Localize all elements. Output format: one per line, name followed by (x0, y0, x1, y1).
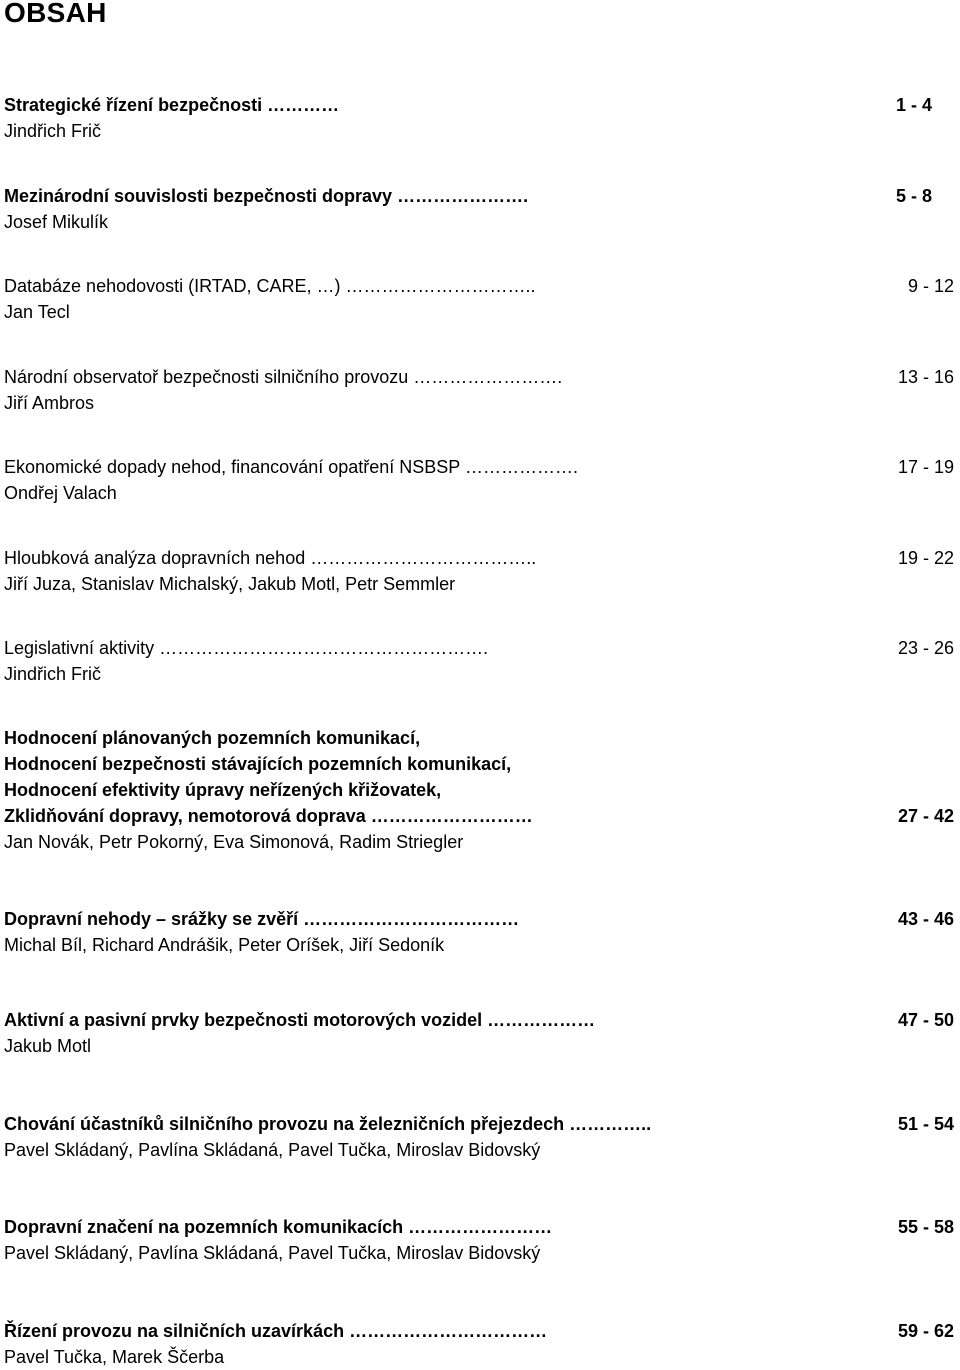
toc-entry-pages: 27 - 42 (897, 806, 954, 826)
toc-entry-pages: 51 - 54 (897, 1114, 954, 1134)
toc-entry-authors: Pavel Skládaný, Pavlína Skládaná, Pavel Tučka, Miroslav Bidovský (4, 1243, 541, 1263)
toc-title-row (4, 777, 954, 803)
toc-entry (4, 1111, 954, 1163)
toc-entry (4, 1007, 954, 1059)
toc-title-row (4, 1007, 954, 1033)
toc-entry-title: Hodnocení plánovaných pozemních komunikací, (4, 728, 421, 748)
toc-entry-authors: Jan Tecl (4, 302, 70, 322)
toc-entry-pages: 5 - 8 (895, 186, 932, 206)
toc-entry-title: Ekonomické dopady nehod, financování opatření NSBSP ………………. (4, 457, 578, 477)
toc-entry-title: Legislativní aktivity ………………………………………………. (4, 638, 489, 658)
toc-entry-authors: Jiří Juza, Stanislav Michalský, Jakub Motl, Petr Semmler (4, 574, 456, 594)
toc-title-row (4, 1214, 954, 1240)
toc-entry-pages: 47 - 50 (897, 1010, 954, 1030)
toc-title-row (4, 635, 954, 661)
toc-entry-title: Chování účastníků silničního provozu na železničních přejezdech ………….. (4, 1114, 652, 1134)
toc-entry-authors: Josef Mikulík (4, 212, 109, 232)
toc-entry-pages: 19 - 22 (897, 548, 954, 568)
toc-entry-authors: Jindřich Frič (4, 121, 102, 141)
toc-title-row (4, 273, 954, 299)
toc-title-row (4, 1111, 954, 1137)
toc-entry (4, 454, 954, 506)
toc-entry-pages: 17 - 19 (897, 457, 954, 477)
toc-entry-pages: 59 - 62 (897, 1321, 954, 1341)
toc-entry-title: Hodnocení efektivity úpravy neřízených křižovatek, (4, 780, 442, 800)
toc-entry-pages: 23 - 26 (897, 638, 954, 658)
toc-entry-title: Národní observatoř bezpečnosti silničního provozu ……………………. (4, 367, 563, 387)
toc-entry-authors: Ondřej Valach (4, 483, 117, 503)
toc-entry (4, 183, 954, 235)
toc-title-row (4, 906, 954, 932)
toc-title-row (4, 751, 954, 777)
toc-title-row (4, 1318, 954, 1344)
toc-entry-authors: Jindřich Frič (4, 664, 102, 684)
toc-entry (4, 273, 954, 325)
toc-entry (4, 725, 954, 855)
toc-title-row (4, 454, 954, 480)
toc-entry (4, 545, 954, 597)
toc-entry (4, 364, 954, 416)
toc-title-row (4, 545, 954, 571)
toc-entry-title: Mezinárodní souvislosti bezpečnosti dopravy …………………. (4, 186, 529, 206)
toc-entry-title: Řízení provozu na silničních uzavírkách …………………………… (4, 1321, 548, 1341)
toc-title-row (4, 803, 954, 829)
toc-entry-authors: Jan Novák, Petr Pokorný, Eva Simonová, Radim Striegler (4, 832, 464, 852)
toc-entry-pages: 55 - 58 (897, 1217, 954, 1237)
toc-entry-authors: Michal Bíl, Richard Andrášik, Peter Oríšek, Jiří Sedoník (4, 935, 445, 955)
toc-entry-title: Zklidňování dopravy, nemotorová doprava ……………………… (4, 806, 533, 826)
page-title: OBSAH (4, 0, 107, 28)
toc-entry-title: Hodnocení bezpečnosti stávajících pozemních komunikací, (4, 754, 512, 774)
toc-entry-authors: Pavel Skládaný, Pavlína Skládaná, Pavel Tučka, Miroslav Bidovský (4, 1140, 541, 1160)
toc-entry-pages: 43 - 46 (897, 909, 954, 929)
toc-entry (4, 92, 954, 144)
toc-title-row (4, 183, 954, 209)
toc-entry (4, 1318, 954, 1370)
toc-entry (4, 635, 954, 687)
toc-entry-title: Hloubková analýza dopravních nehod ……………………………….. (4, 548, 537, 568)
toc-entry-title: Aktivní a pasivní prvky bezpečnosti motorových vozidel ……………… (4, 1010, 596, 1030)
toc-entry-pages: 13 - 16 (897, 367, 954, 387)
toc-title-row (4, 364, 954, 390)
toc-entry-pages: 1 - 4 (895, 95, 932, 115)
toc-entry-title: Dopravní nehody – srážky se zvěří ……………………………… (4, 909, 520, 929)
toc-entry (4, 906, 954, 958)
toc-entry-authors: Pavel Tučka, Marek Ščerba (4, 1347, 225, 1367)
toc-entry-pages: 9 - 12 (907, 276, 954, 296)
toc-title-row (4, 92, 954, 118)
toc-entry (4, 1214, 954, 1266)
toc-entry-title: Dopravní značení na pozemních komunikacích …………………… (4, 1217, 553, 1237)
toc-entry-title: Strategické řízení bezpečnosti ………… (4, 95, 340, 115)
toc-entry-title: Databáze nehodovosti (IRTAD, CARE, …) ………………………….. (4, 276, 536, 296)
toc-title-row (4, 725, 954, 751)
toc-entry-authors: Jiří Ambros (4, 393, 95, 413)
toc-entry-authors: Jakub Motl (4, 1036, 92, 1056)
